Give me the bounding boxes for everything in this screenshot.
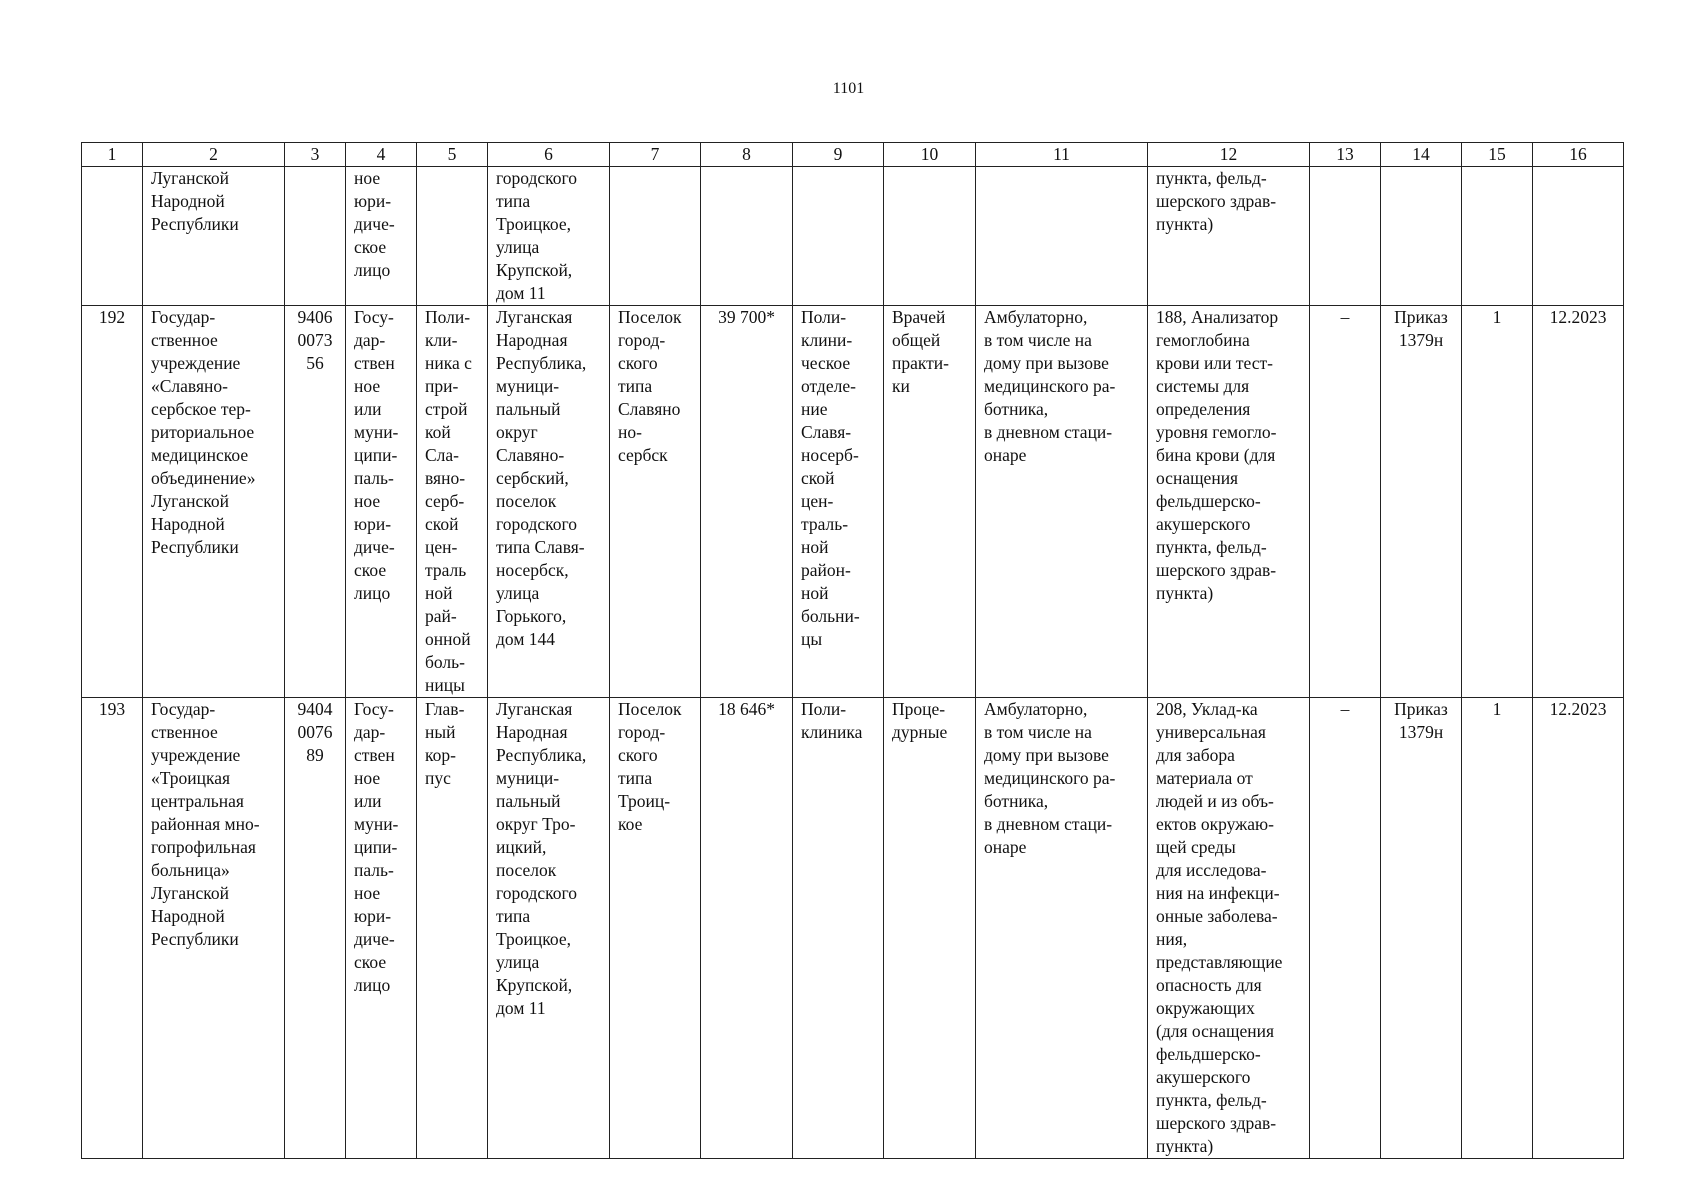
col-header: 11	[976, 143, 1148, 167]
cell-date	[1533, 167, 1624, 306]
cell-department: Поли- клини- ческое отделе- ние Славя- носерб- ской цен- траль- ной район- ной больни- цы	[793, 306, 884, 698]
cell-legal-form: Госу- дар- ствен ное или муни- ципи- паль- ное юри- диче- ское лицо	[346, 698, 417, 1159]
cell-order: Приказ 1379н	[1381, 306, 1462, 698]
cell-institution: Государ- ственное учреждение «Троицкая центральная районная мно- гопрофильная больница» Луганской Народной Республики	[143, 698, 285, 1159]
col-header: 2	[143, 143, 285, 167]
col-header: 1	[82, 143, 143, 167]
cell-equipment: 208, Уклад-ка универсальная для забора материала от людей и из объ- ектов окружаю- щей среды для исследова- ния на инфекци- онные заболева- ния, представляющие опасность для окружающих (для оснащения фельдшерско- акушерского пункта, фельд- шерского здрав- пункта)	[1148, 698, 1310, 1159]
cell-building: Поли- кли- ника с при- строй кой Сла- вяно- серб- ской цен- траль ной рай- онной боль- ницы	[417, 306, 488, 698]
cell-department	[793, 167, 884, 306]
table-row	[82, 698, 1624, 1159]
cell-legal-form: ное юри- диче- ское лицо	[346, 167, 417, 306]
col-header: 13	[1310, 143, 1381, 167]
cell-number: 193	[82, 698, 143, 1159]
cell-code	[285, 167, 346, 306]
cell-equipment: пункта, фельд- шерского здрав- пункта)	[1148, 167, 1310, 306]
cell-address: городского типа Троицкое, улица Крупской, дом 11	[488, 167, 610, 306]
cell-settlement: Поселок город- ского типа Троиц- кое	[610, 698, 701, 1159]
table-row	[82, 167, 1624, 306]
cell-code: 9404 0076 89	[285, 698, 346, 1159]
cell-unit: Врачей общей практи- ки	[884, 306, 976, 698]
cell-unit	[884, 167, 976, 306]
col-header: 9	[793, 143, 884, 167]
cell-institution: Луганской Народной Республики	[143, 167, 285, 306]
cell-number	[82, 167, 143, 306]
cell-building: Глав- ный кор- пус	[417, 698, 488, 1159]
col-header: 12	[1148, 143, 1310, 167]
cell-equipment: 188, Анализатор гемоглобина крови или тест- системы для определения уровня гемогло- бина крови (для оснащения фельдшерско- акушерского пункта, фельд- шерского здрав- пункта)	[1148, 306, 1310, 698]
cell-date: 12.2023	[1533, 306, 1624, 698]
cell-address: Луганская Народная Республика, муници- пальный округ Славяно- сербский, поселок городского типа Славя- носербск, улица Горького, дом 144	[488, 306, 610, 698]
cell-col13: –	[1310, 698, 1381, 1159]
cell-building	[417, 167, 488, 306]
cell-quantity: 1	[1462, 306, 1533, 698]
header-row	[82, 143, 1624, 167]
col-header: 4	[346, 143, 417, 167]
col-header: 16	[1533, 143, 1624, 167]
col-header: 8	[701, 143, 793, 167]
cell-care-conditions	[976, 167, 1148, 306]
col-header: 14	[1381, 143, 1462, 167]
cell-unit: Проце- дурные	[884, 698, 976, 1159]
cell-population: 39 700*	[701, 306, 793, 698]
cell-care-conditions: Амбулаторно, в том числе на дому при вызове медицинского ра- ботника, в дневном стаци- онаре	[976, 698, 1148, 1159]
col-header: 15	[1462, 143, 1533, 167]
data-table	[81, 142, 1624, 1159]
cell-settlement: Поселок город- ского типа Славяно но- сербск	[610, 306, 701, 698]
cell-quantity: 1	[1462, 698, 1533, 1159]
cell-care-conditions: Амбулаторно, в том числе на дому при вызове медицинского ра- ботника, в дневном стаци- онаре	[976, 306, 1148, 698]
cell-population: 18 646*	[701, 698, 793, 1159]
cell-col13: –	[1310, 306, 1381, 698]
cell-department: Поли- клиника	[793, 698, 884, 1159]
cell-address: Луганская Народная Республика, муници- пальный округ Тро- ицкий, поселок городского типа Троицкое, улица Крупской, дом 11	[488, 698, 610, 1159]
cell-quantity	[1462, 167, 1533, 306]
cell-order	[1381, 167, 1462, 306]
cell-number: 192	[82, 306, 143, 698]
table-row	[82, 306, 1624, 698]
cell-order: Приказ 1379н	[1381, 698, 1462, 1159]
cell-population	[701, 167, 793, 306]
page-number: 1101	[832, 80, 865, 97]
col-header: 10	[884, 143, 976, 167]
cell-col13	[1310, 167, 1381, 306]
col-header: 5	[417, 143, 488, 167]
col-header: 3	[285, 143, 346, 167]
cell-code: 9406 0073 56	[285, 306, 346, 698]
cell-institution: Государ- ственное учреждение «Славяно- сербское тер- риториальное медицинское объединение» Луганской Народной Республики	[143, 306, 285, 698]
col-header: 7	[610, 143, 701, 167]
cell-date: 12.2023	[1533, 698, 1624, 1159]
cell-legal-form: Госу- дар- ствен ное или муни- ципи- паль- ное юри- диче- ское лицо	[346, 306, 417, 698]
col-header: 6	[488, 143, 610, 167]
cell-settlement	[610, 167, 701, 306]
